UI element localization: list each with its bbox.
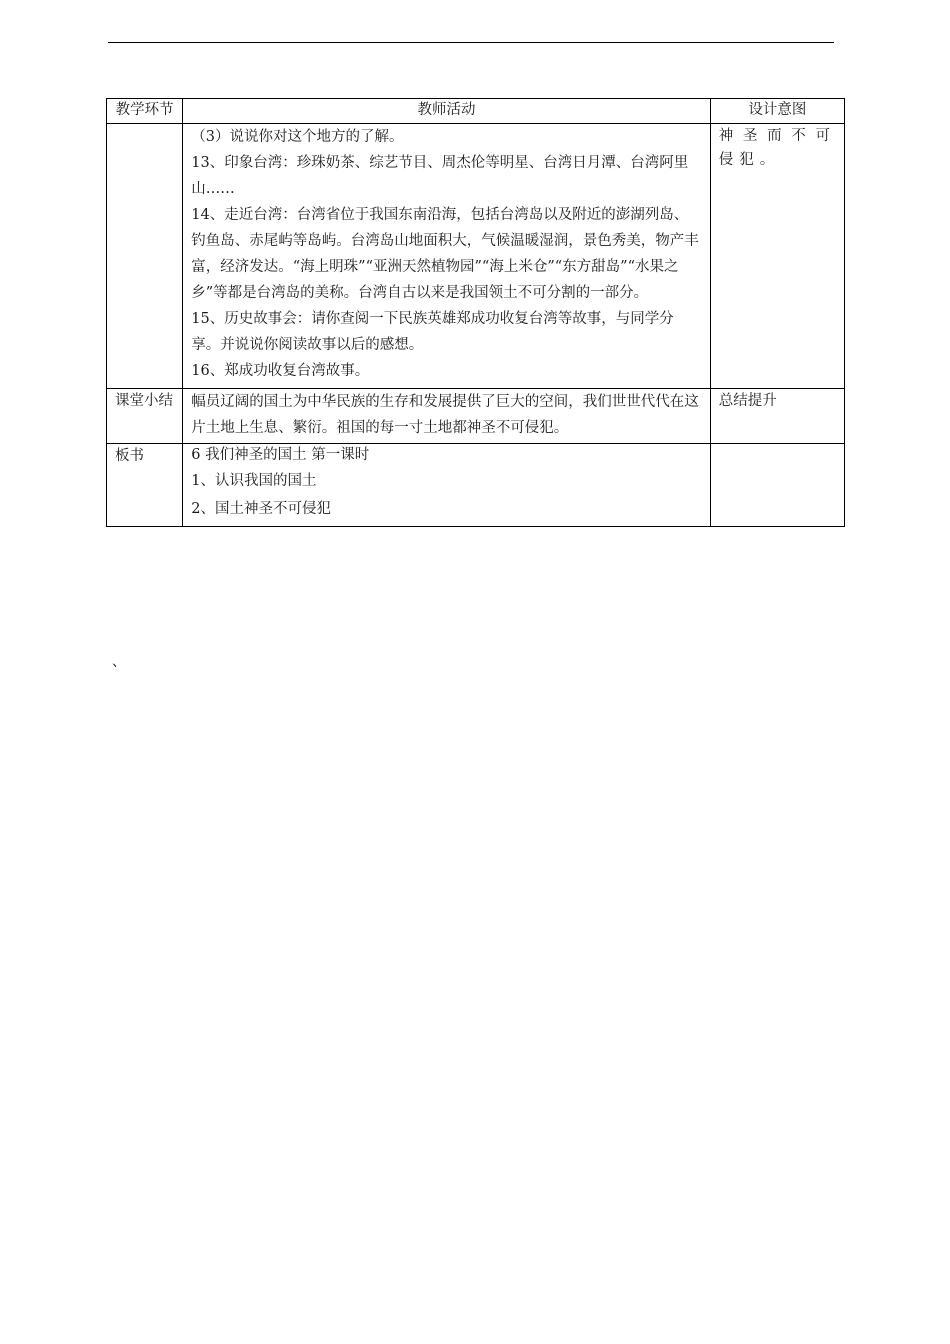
activity-line: 幅员辽阔的国土为中华民族的生存和发展提供了巨大的空间，我们世世代代在这片土地上生息、繁衍。祖国的每一寸土地都神圣不可侵犯。 [191, 394, 699, 436]
intent-cell [710, 124, 844, 389]
activity-line: 14、走近台湾：台湾省位于我国东南沿海，包括台湾岛以及附近的澎湖列岛、钓鱼岛、赤尾屿等岛屿。台湾岛山地面积大，气候温暖湿润，景色秀美，物产丰富，经济发达。“海上明珠”“亚洲天然植物园”“海上米仓”“东方甜岛”“水果之乡”等都是台湾岛的美称。台湾自古以来是我国领土不可分割的一部分。 [191, 207, 699, 301]
table-row [107, 444, 845, 527]
activity-line: （3）说说你对这个地方的了解。 [191, 129, 404, 145]
activity-line: 13、印象台湾：珍珠奶茶、综艺节目、周杰伦等明星、台湾日月潭、台湾阿里山…… [191, 155, 689, 197]
activity-line: 1、认识我国的国土 [191, 473, 317, 489]
lesson-plan-table [106, 98, 845, 527]
stage-cell: 板书 [107, 444, 183, 527]
header-intent: 设计意图 [710, 99, 844, 124]
table-row [107, 389, 845, 444]
header-rule [108, 42, 834, 43]
activity-line: 2、国土神圣不可侵犯 [191, 501, 331, 517]
activity-line: 6 我们神圣的国土 第一课时 [191, 447, 370, 463]
intent-text: 神圣而不可侵犯。 [718, 128, 836, 168]
stray-mark: 、 [112, 654, 126, 670]
intent-cell [710, 444, 844, 527]
activity-cell [183, 389, 710, 444]
stage-cell [107, 124, 183, 389]
header-stage: 教学环节 [107, 99, 183, 124]
header-activity: 教师活动 [183, 99, 710, 124]
activity-cell [183, 124, 710, 389]
table-header-row [107, 99, 845, 124]
activity-line: 15、历史故事会：请你查阅一下民族英雄郑成功收复台湾等故事，与同学分享。并说说你阅读故事以后的感想。 [191, 311, 674, 353]
stage-cell: 课堂小结 [107, 389, 183, 444]
table-row [107, 124, 845, 389]
activity-line: 16、郑成功收复台湾故事。 [191, 363, 370, 379]
activity-cell [183, 444, 710, 527]
intent-cell: 总结提升 [710, 389, 844, 444]
